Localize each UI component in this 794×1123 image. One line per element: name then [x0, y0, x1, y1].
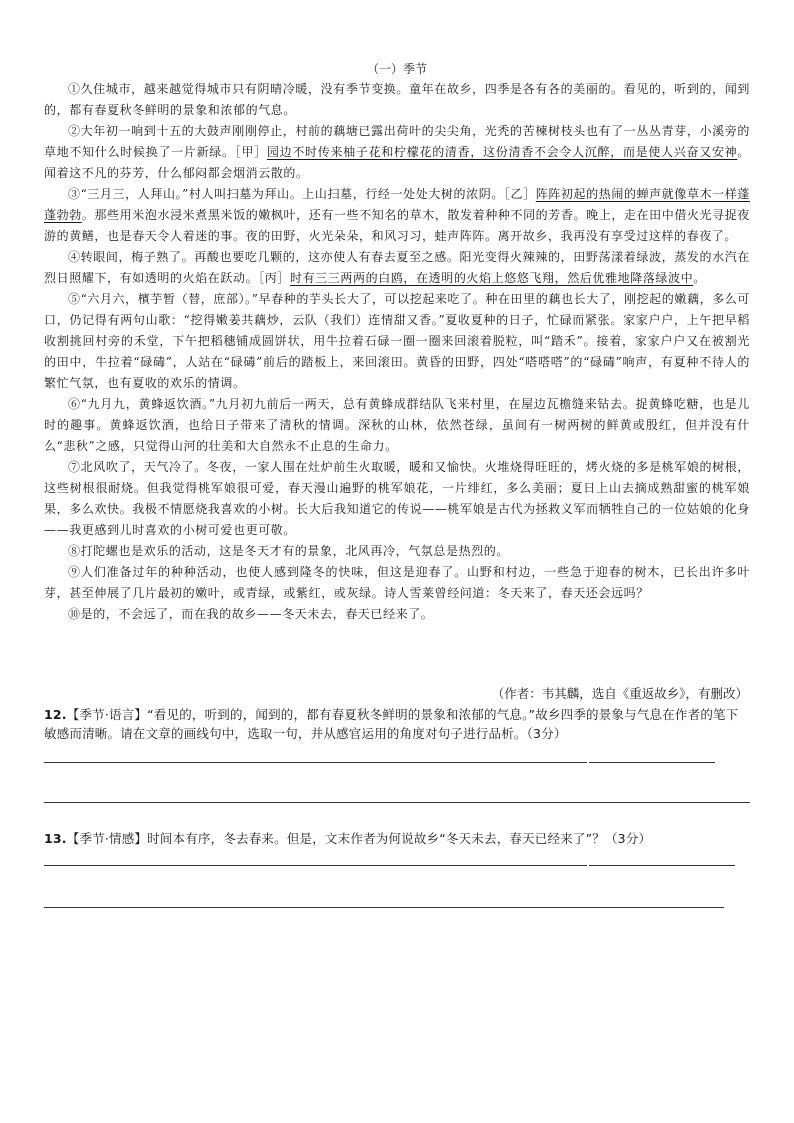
question-text: 【季节·情感】时间本有序，冬去春来。但是，文末作者为何说故乡“冬天未去，春天已经来了”？（3分）: [66, 831, 652, 846]
question-number: 12.: [44, 707, 67, 722]
question-text: 【季节·语言】“看见的，听到的，闻到的，都有春夏秋冬鲜明的景象和浓郁的气息。”故乡四季的景象与气息在作者的笔下敏感而清晰。请在文章的画线句中，选取一句，并从感官运用的角度对句子进行品析。（3分）: [44, 707, 739, 741]
question-12: [44, 705, 750, 743]
answer-line: [44, 907, 724, 908]
paragraph-7: ⑦北风吹了，天气冷了。冬夜，一家人围在灶炉前生火取暖，暖和又愉快。火堆烧得旺旺的，烤火烧的多是桃军娘的树根，这些树根很耐烧。但我觉得桃军娘很可爱，春天漫山遍野的桃军娘花，一片绯红，多么美丽；夏日上山去摘成熟甜蜜的桃军娘果，多么欢快。我极不情愿烧我喜欢的小树。长大后我知道它的传说——桃军娘是古代为拯救义军而牺牲自己的一位姑娘的化身——我更感到儿时喜欢的小树可爱也更可敬。: [44, 460, 750, 537]
underlined-sentence-jia: 园边不时传来柚子花和柠檬花的清香，这份清香不会令人沉醉，而是使人兴奋又安神: [266, 145, 738, 159]
paragraph-9: ⑨人们准备过年的种种活动，也使人感到隆冬的快味，但这是迎春了。山野和村边，一些急于迎春的树木，已长出许多叶芽，甚至伸展了几片最初的嫩叶，或青绿，或紫红，或灰绿。诗人雪莱曾经问道：冬天来了，春天还会远吗？: [44, 565, 750, 600]
paragraph-8: ⑧打陀螺也是欢乐的活动，这是冬天才有的景象，北风再冷，气氛总是热烈的。: [68, 544, 510, 558]
underlined-sentence-bing: 时有三三两两的白鸥，在透明的火焰上悠悠飞翔，然后优雅地降落绿波中: [290, 271, 694, 285]
answer-line: [44, 802, 750, 803]
paragraph-3-text-c: 。那些用米泡水浸米煮黑米饭的嫩枫叶，还有一些不知名的草木，散发着种种不同的芳香。晚上，走在田中借火光寻捉夜游的黄鳝，也是春天令人着迷的事。夜的田野，火光朵朵，和风习习，蛙声阵阵。离开故乡，我再没有享受过这样的春夜了。: [44, 208, 750, 243]
source-citation: （作者：韦其麟，选自《重返故乡》，有删改）: [491, 686, 748, 701]
question-number: 13.: [44, 831, 67, 846]
paragraph-1: ①久住城市，越来越觉得城市只有阴晴冷暖，没有季节变换。童年在故乡，四季是各有各的美丽的。看见的，听到的，闻到的，都有春夏秋冬鲜明的景象和浓郁的气息。: [44, 82, 750, 117]
underlined-sentence-yi: 阵阵初起的热闹的蝉声就像草木一样蓬蓬勃勃: [44, 187, 750, 222]
article-body: [44, 79, 750, 625]
paragraph-4-text-a: ④转眼间，梅子熟了。再酸也要吃几颗的，这亦使人有春去夏至之感。阳光变得火辣辣的，田野荡漾着绿波，蒸发的水汽在烈日照耀下，有如透明的火焰在跃动。［丙］: [44, 250, 750, 285]
answer-line: [44, 762, 587, 763]
paragraph-6: ⑥“九月九，黄蜂返饮酒。”九月初九前后一两天，总有黄蜂成群结队飞来村里，在屋边瓦檐缝来钻去。捉黄蜂吃糖，也是儿时的趣事。黄蜂返饮酒，也给日子带来了清秋的情调。深秋的山林，依然苍绿，虽间有一树两树的鲜黄或殷红，但并没有什么“悲秋”之感，只觉得山河的壮美和大自然永不止息的生命力。: [44, 397, 750, 453]
section-title: （一）季节: [366, 62, 427, 76]
question-13: [44, 829, 750, 848]
answer-line: [44, 865, 587, 866]
paragraph-4-text-c: 。: [693, 271, 706, 285]
paragraph-10: ⑩是的，不会远了，而在我的故乡——冬天未去，春天已经来了。: [68, 607, 434, 621]
paragraph-2-text-a: ②大年初一响到十五的大鼓声刚刚停止，村前的藕塘已露出荷叶的尖尖角，光秃的苦楝树枝头也有了一丛丛青芽，小溪旁的草地不知什么时候换了一片新绿。［甲］: [44, 124, 750, 159]
paragraph-3-text-a: ③“三月三，人拜山。”村人叫扫墓为拜山。上山扫墓，行经一处处大树的浓阴。［乙］: [68, 187, 536, 201]
paragraph-5: ⑤“六月六，檳芋暂（替，庶部）。”早春种的芋头长大了，可以挖起来吃了。种在田里的藕也长大了，刚挖起的嫩藕，多么可口，仍记得有两句山歌：“挖得嫩姜共藕炒，云队（我们）连情甜又香。”夏收夏种的日子，忙碌而紧张。家家户户，上午把早稻收割挑回村旁的禾堂，下午把稻穗铺成圆饼状，用牛拉着石碌一圈一圈来回滚着脱粒，叫“踏禾”。接着，家家户户又在被割光的田中，牛拉着“碌碡”，人站在“碌碡”前后的踏板上，来回滚田。黄昏的田野，四处“嗒嗒嗒”的“碌碡”响声，有夏种不待人的繁忙气氛，也有夏收的欢乐的情调。: [44, 292, 750, 390]
paragraph-3: [44, 184, 750, 247]
paragraph-4: [44, 247, 750, 289]
paragraph-2: [44, 121, 750, 184]
paragraph-2-text-c: 。闻着这不凡的芬芳，什么郁闷都会烟消云散的。: [44, 145, 750, 180]
answer-line: [589, 865, 735, 866]
answer-line: [589, 762, 715, 763]
